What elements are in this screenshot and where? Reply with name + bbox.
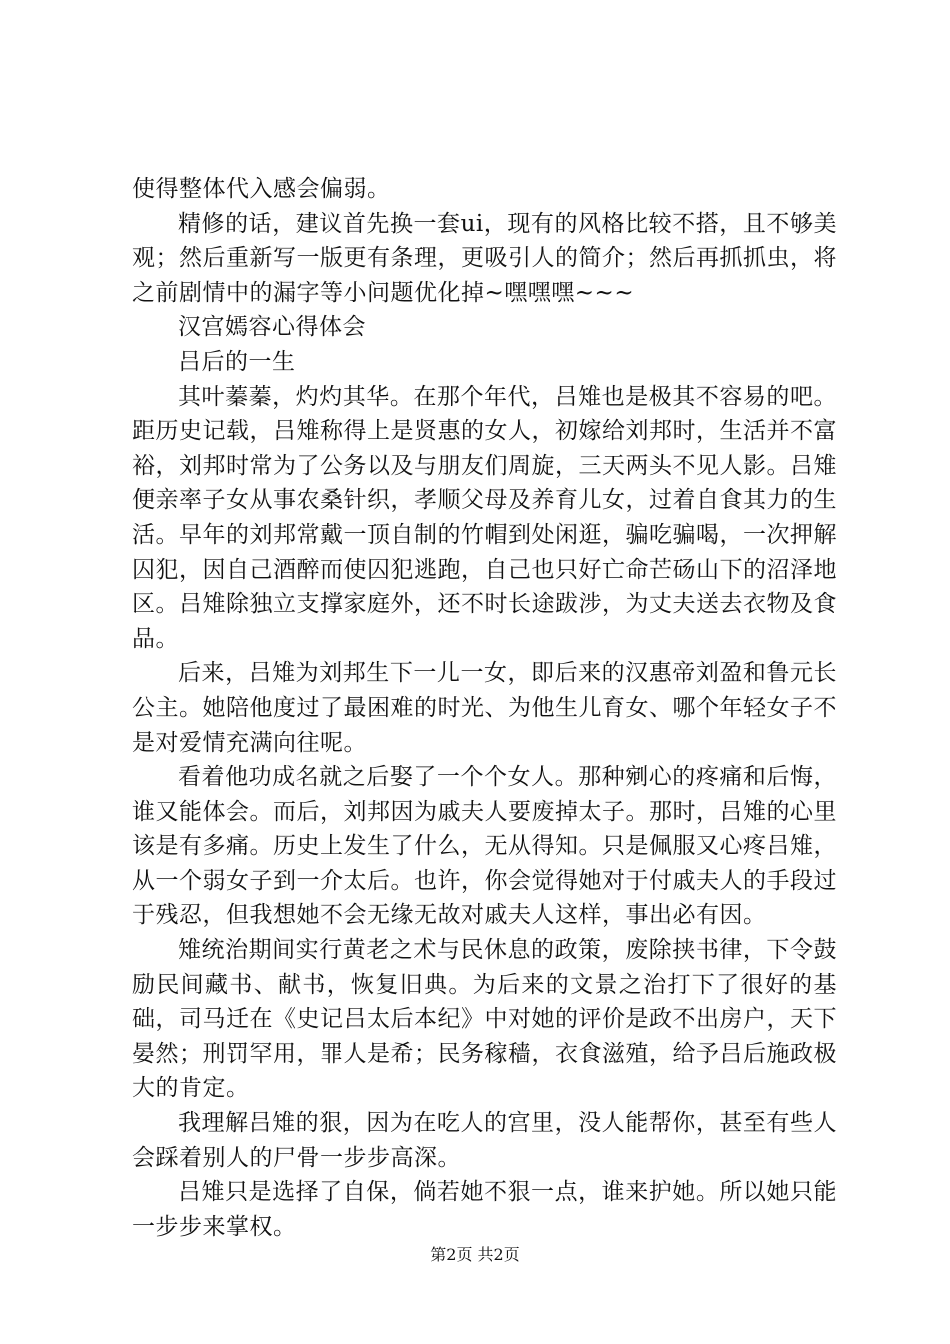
paragraph-continuation: 使得整体代入感会偏弱。 <box>132 176 391 202</box>
page-footer <box>0 1245 950 1265</box>
document-body <box>132 172 837 1244</box>
paragraph-children: 后来，吕雉为刘邦生下一儿一女，即后来的汉惠帝刘盈和鲁元长公主。她陪他度过了最困难的时光、为他生儿育女、哪个年轻女子不是对爱情充满向往呢。 <box>132 660 837 756</box>
paragraph-review-suggestion: 精修的话，建议首先换一套ui，现有的风格比较不搭，且不够美观；然后重新写一版更有条理，更吸引人的简介；然后再抓抓虫，将之前剧情中的漏字等小问题优化掉~嘿嘿嘿~~~ <box>132 210 837 306</box>
paragraph-heartbreak: 看着他功成名就之后娶了一个个女人。那种剜心的疼痛和后悔，谁又能体会。而后，刘邦因为戚夫人要废掉太子。那时，吕雉的心里该是有多痛。历史上发生了什么，无从得知。只是佩服又心疼吕雉，从一个弱女子到一介太后。也许，你会觉得她对于付戚夫人的手段过于残忍，但我想她不会无缘无故对戚夫人这样，事出必有因。 <box>132 764 837 929</box>
paragraph-understanding: 我理解吕雉的狠，因为在吃人的宫里，没人能帮你，甚至有些人会踩着别人的尸骨一步步高深。 <box>132 1110 837 1171</box>
paragraph-governance: 雉统治期间实行黄老之术与民休息的政策，废除挟书律，下令鼓励民间藏书、献书，恢复旧典。为后来的文景之治打下了很好的基础，司马迁在《史记吕太后本纪》中对她的评价是政不出房户，天下晏然；刑罚罕用，罪人是希；民务稼穑，衣食滋殖，给予吕后施政极大的肯定。 <box>132 937 837 1102</box>
paragraph-early-life: 其叶蓁蓁，灼灼其华。在那个年代，吕雉也是极其不容易的吧。距历史记载，吕雉称得上是贤惠的女人，初嫁给刘邦时，生活并不富裕，刘邦时常为了公务以及与朋友们周旋，三天两头不见人影。吕雉便亲率子女从事农桑针织，孝顺父母及养育儿女，过着自食其力的生活。早年的刘邦常戴一顶自制的竹帽到处闲逛，骗吃骗喝，一次押解囚犯，因自己酒醉而使囚犯逃跑，自己也只好亡命芒砀山下的沼泽地区。吕雉除独立支撑家庭外，还不时长途跋涉，为丈夫送去衣物及食品。 <box>132 383 837 652</box>
paragraph-conclusion: 吕雉只是选择了自保，倘若她不狠一点，谁来护她。所以她只能一步步来掌权。 <box>132 1179 837 1240</box>
section-title: 汉宫嫣容心得体会 <box>178 314 366 341</box>
section-subtitle: 吕后的一生 <box>178 348 296 375</box>
page-indicator: 第2页 共2页 <box>430 1245 520 1264</box>
